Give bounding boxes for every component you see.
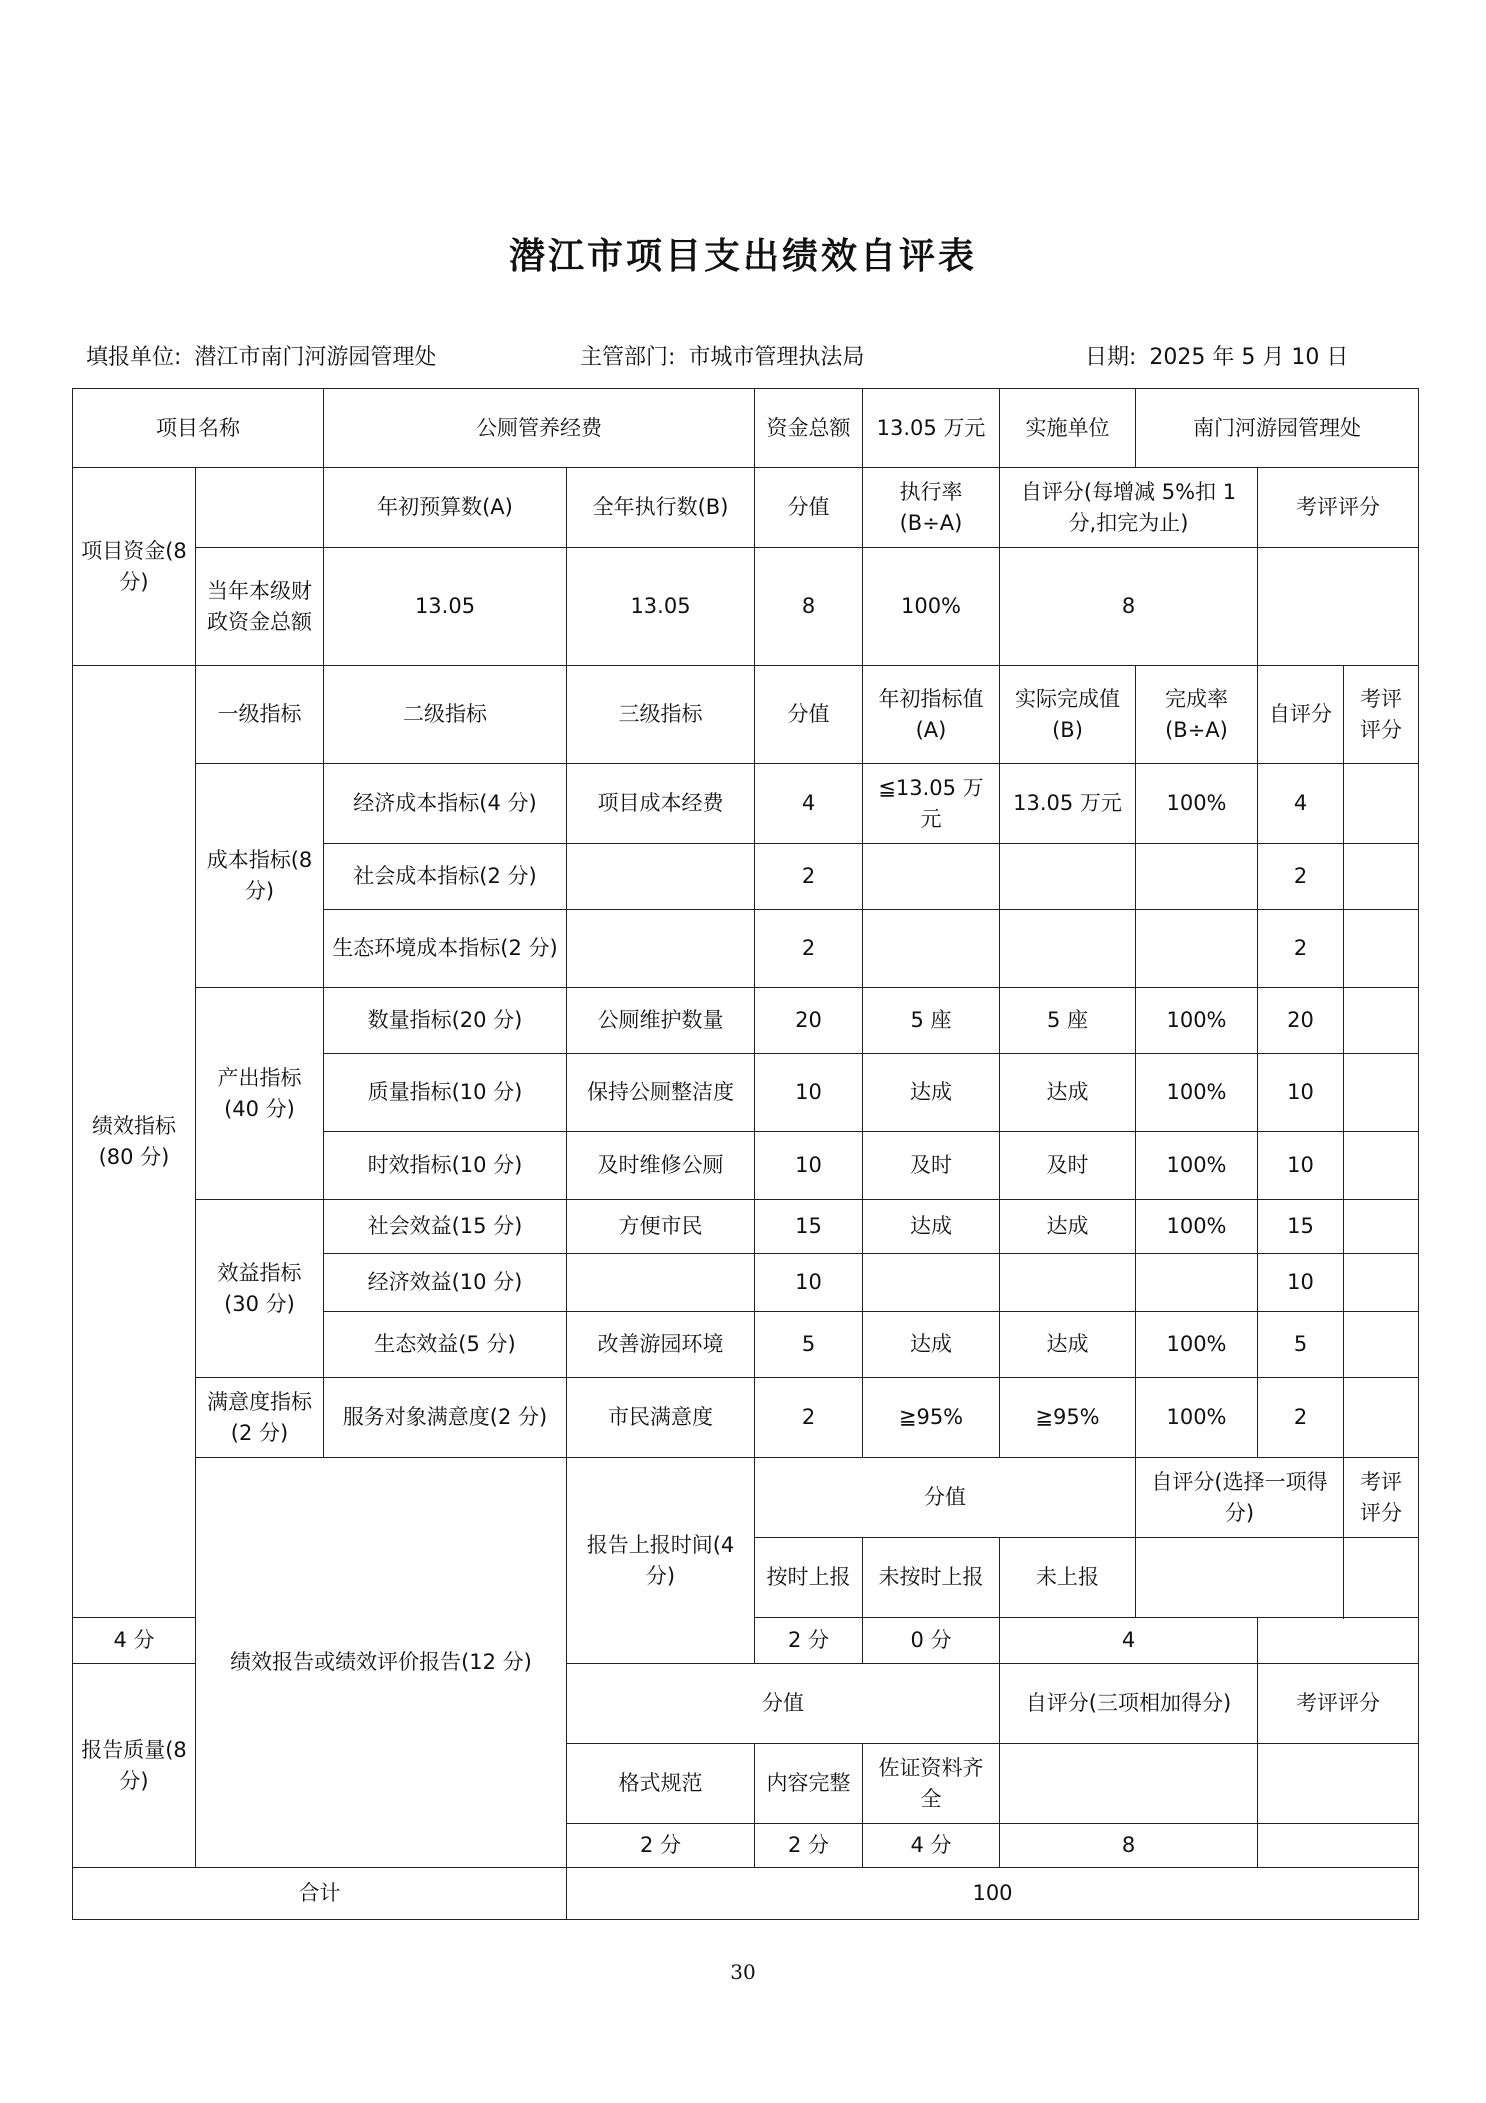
report-option: 按时上报 [755, 1538, 863, 1618]
total-label: 合计 [73, 1868, 567, 1920]
total-funds-value: 13.05 万元 [863, 389, 1000, 468]
perf-review [1344, 988, 1419, 1054]
report-option: 格式规范 [567, 1744, 755, 1824]
supervising-dept [580, 340, 864, 371]
perf-self: 2 [1258, 910, 1344, 988]
report-quality-score-header: 分值 [567, 1664, 1000, 1744]
report-quality-review-score [1258, 1824, 1419, 1868]
project-name-value: 公厕管养经费 [324, 389, 755, 468]
perf-rate-header: 完成率(B÷A) [1136, 666, 1258, 764]
perf-target: ≦13.05 万元 [863, 764, 1000, 844]
perf-l3: 改善游园环境 [567, 1312, 755, 1378]
perf-actual [1000, 1254, 1136, 1312]
total-row [73, 1868, 1419, 1920]
perf-l2: 经济成本指标(4 分) [324, 764, 567, 844]
funds-executed-value: 13.05 [567, 548, 755, 666]
table-row [73, 988, 1419, 1054]
report-quality-review-blank [1258, 1744, 1419, 1824]
funds-executed-header: 全年执行数(B) [567, 468, 755, 548]
perf-rate [1136, 910, 1258, 988]
perf-group-label: 成本指标(8 分) [196, 764, 324, 988]
report-quality-self-header: 自评分(三项相加得分) [1000, 1664, 1258, 1744]
perf-self: 10 [1258, 1254, 1344, 1312]
perf-section-label: 绩效指标(80 分) [73, 666, 196, 1618]
perf-target [863, 844, 1000, 910]
perf-actual: ≧95% [1000, 1378, 1136, 1458]
reporting-unit-label: 填报单位: [86, 345, 182, 370]
report-quality-self-score: 8 [1000, 1824, 1258, 1868]
perf-target [863, 1254, 1000, 1312]
page-number: 30 [730, 1960, 756, 1984]
perf-l3 [567, 1254, 755, 1312]
report-timing-label: 报告上报时间(4 分) [567, 1458, 755, 1664]
project-name-label: 项目名称 [73, 389, 324, 468]
perf-rate: 100% [1136, 1312, 1258, 1378]
perf-review [1344, 1054, 1419, 1132]
perf-rate: 100% [1136, 988, 1258, 1054]
report-timing-self-header: 自评分(选择一项得分) [1136, 1458, 1344, 1538]
perf-group-label: 产出指标(40 分) [196, 988, 324, 1200]
report-points: 4 分 [863, 1824, 1000, 1868]
report-points: 2 分 [755, 1824, 863, 1868]
perf-group-label: 满意度指标(2 分) [196, 1378, 324, 1458]
perf-target-header: 年初指标值(A) [863, 666, 1000, 764]
perf-actual: 及时 [1000, 1132, 1136, 1200]
report-quality-label: 报告质量(8 分) [73, 1664, 196, 1868]
funds-score-value: 8 [755, 548, 863, 666]
total-value: 100 [567, 1868, 1419, 1920]
perf-l1-header: 一级指标 [196, 666, 324, 764]
table-row [73, 764, 1419, 844]
perf-l3 [567, 844, 755, 910]
total-funds-label: 资金总额 [755, 389, 863, 468]
perf-score-header: 分值 [755, 666, 863, 764]
perf-score: 20 [755, 988, 863, 1054]
perf-actual [1000, 844, 1136, 910]
perf-review [1344, 1254, 1419, 1312]
funds-review-score [1258, 548, 1419, 666]
report-option: 未上报 [1000, 1538, 1136, 1618]
report-points: 4 分 [73, 1618, 196, 1664]
perf-l3-header: 三级指标 [567, 666, 755, 764]
table-row [73, 1378, 1419, 1458]
funds-budget-value: 13.05 [324, 548, 567, 666]
page-title: 潜江市项目支出绩效自评表 [508, 235, 977, 277]
report-timing-review-score [1258, 1618, 1419, 1664]
supervising-dept-label: 主管部门: [580, 345, 676, 370]
funds-self-header: 自评分(每增减 5%扣 1 分,扣完为止) [1000, 468, 1258, 548]
perf-l2-header: 二级指标 [324, 666, 567, 764]
report-option: 佐证资料齐全 [863, 1744, 1000, 1824]
report-section-label: 绩效报告或绩效评价报告(12 分) [196, 1458, 567, 1868]
perf-review [1344, 1312, 1419, 1378]
perf-review [1344, 1378, 1419, 1458]
report-option: 内容完整 [755, 1744, 863, 1824]
report-timing-score-header: 分值 [755, 1458, 1136, 1538]
perf-rate: 100% [1136, 764, 1258, 844]
perf-l3: 方便市民 [567, 1200, 755, 1254]
perf-actual: 达成 [1000, 1312, 1136, 1378]
funds-review-header: 考评评分 [1258, 468, 1419, 548]
perf-actual: 达成 [1000, 1200, 1136, 1254]
report-quality-self-blank [1000, 1744, 1258, 1824]
perf-review-header: 考评评分 [1344, 666, 1419, 764]
table-row [73, 1200, 1419, 1254]
perf-self: 4 [1258, 764, 1344, 844]
report-timing-header-row [73, 1458, 1419, 1538]
funds-header-row [73, 468, 1419, 548]
perf-self: 2 [1258, 1378, 1344, 1458]
perf-l2: 生态效益(5 分) [324, 1312, 567, 1378]
perf-l3: 及时维修公厕 [567, 1132, 755, 1200]
perf-rate [1136, 844, 1258, 910]
report-points: 0 分 [863, 1618, 1000, 1664]
report-date-label: 日期: [1085, 345, 1137, 370]
perf-rate: 100% [1136, 1378, 1258, 1458]
perf-review [1344, 910, 1419, 988]
perf-l3: 保持公厕整洁度 [567, 1054, 755, 1132]
perf-l2: 服务对象满意度(2 分) [324, 1378, 567, 1458]
funds-self-score: 8 [1000, 548, 1258, 666]
perf-review [1344, 1200, 1419, 1254]
perf-score: 15 [755, 1200, 863, 1254]
supervising-dept-value: 市城市管理执法局 [688, 345, 865, 370]
perf-actual-header: 实际完成值(B) [1000, 666, 1136, 764]
funds-section-label: 项目资金(8 分) [73, 468, 196, 666]
report-timing-self-blank [1136, 1538, 1344, 1618]
perf-self: 2 [1258, 844, 1344, 910]
perf-self: 20 [1258, 988, 1344, 1054]
perf-score: 5 [755, 1312, 863, 1378]
funds-score-header: 分值 [755, 468, 863, 548]
perf-target: 5 座 [863, 988, 1000, 1054]
perf-rate [1136, 1254, 1258, 1312]
perf-rate: 100% [1136, 1200, 1258, 1254]
report-timing-review-header: 考评评分 [1344, 1458, 1419, 1538]
perf-l2: 社会成本指标(2 分) [324, 844, 567, 910]
perf-score: 2 [755, 910, 863, 988]
reporting-unit [86, 340, 436, 371]
perf-l2: 数量指标(20 分) [324, 988, 567, 1054]
perf-target: 及时 [863, 1132, 1000, 1200]
perf-l2: 社会效益(15 分) [324, 1200, 567, 1254]
project-info-row [73, 389, 1419, 468]
perf-self: 5 [1258, 1312, 1344, 1378]
perf-score: 10 [755, 1054, 863, 1132]
perf-review [1344, 764, 1419, 844]
perf-self: 15 [1258, 1200, 1344, 1254]
perf-actual: 5 座 [1000, 988, 1136, 1054]
perf-l3: 公厕维护数量 [567, 988, 755, 1054]
perf-target [863, 910, 1000, 988]
perf-group-label: 效益指标(30 分) [196, 1200, 324, 1378]
perf-target: ≧95% [863, 1378, 1000, 1458]
funds-rate-value: 100% [863, 548, 1000, 666]
perf-rate: 100% [1136, 1054, 1258, 1132]
perf-self-header: 自评分 [1258, 666, 1344, 764]
funds-value-row [73, 548, 1419, 666]
perf-review [1344, 844, 1419, 910]
perf-actual [1000, 910, 1136, 988]
perf-target: 达成 [863, 1054, 1000, 1132]
perf-score: 10 [755, 1132, 863, 1200]
report-option: 未按时上报 [863, 1538, 1000, 1618]
perf-review [1344, 1132, 1419, 1200]
perf-l2: 生态环境成本指标(2 分) [324, 910, 567, 988]
perf-header-row [73, 666, 1419, 764]
perf-score: 10 [755, 1254, 863, 1312]
report-timing-self-score: 4 [1000, 1618, 1258, 1664]
funds-row-label: 当年本级财政资金总额 [196, 548, 324, 666]
perf-l2: 时效指标(10 分) [324, 1132, 567, 1200]
report-points: 2 分 [567, 1824, 755, 1868]
perf-l2: 经济效益(10 分) [324, 1254, 567, 1312]
perf-target: 达成 [863, 1312, 1000, 1378]
report-timing-review-blank-area [1344, 1538, 1419, 1618]
evaluation-table [72, 388, 1419, 1920]
perf-actual: 达成 [1000, 1054, 1136, 1132]
report-date-value: 2025 年 5 月 10 日 [1149, 345, 1349, 370]
impl-unit-label: 实施单位 [1000, 389, 1136, 468]
perf-self: 10 [1258, 1132, 1344, 1200]
perf-l3 [567, 910, 755, 988]
perf-self: 10 [1258, 1054, 1344, 1132]
perf-rate: 100% [1136, 1132, 1258, 1200]
report-points: 2 分 [755, 1618, 863, 1664]
perf-target: 达成 [863, 1200, 1000, 1254]
perf-l3: 项目成本经费 [567, 764, 755, 844]
funds-budget-header: 年初预算数(A) [324, 468, 567, 548]
perf-l3: 市民满意度 [567, 1378, 755, 1458]
funds-blank-cell [196, 468, 324, 548]
report-date [1085, 340, 1348, 371]
report-quality-review-header: 考评评分 [1258, 1664, 1419, 1744]
perf-score: 2 [755, 844, 863, 910]
impl-unit-value: 南门河游园管理处 [1136, 389, 1419, 468]
perf-l2: 质量指标(10 分) [324, 1054, 567, 1132]
reporting-unit-value: 潜江市南门河游园管理处 [194, 345, 437, 370]
perf-score: 4 [755, 764, 863, 844]
perf-actual: 13.05 万元 [1000, 764, 1136, 844]
perf-score: 2 [755, 1378, 863, 1458]
funds-rate-header: 执行率(B÷A) [863, 468, 1000, 548]
